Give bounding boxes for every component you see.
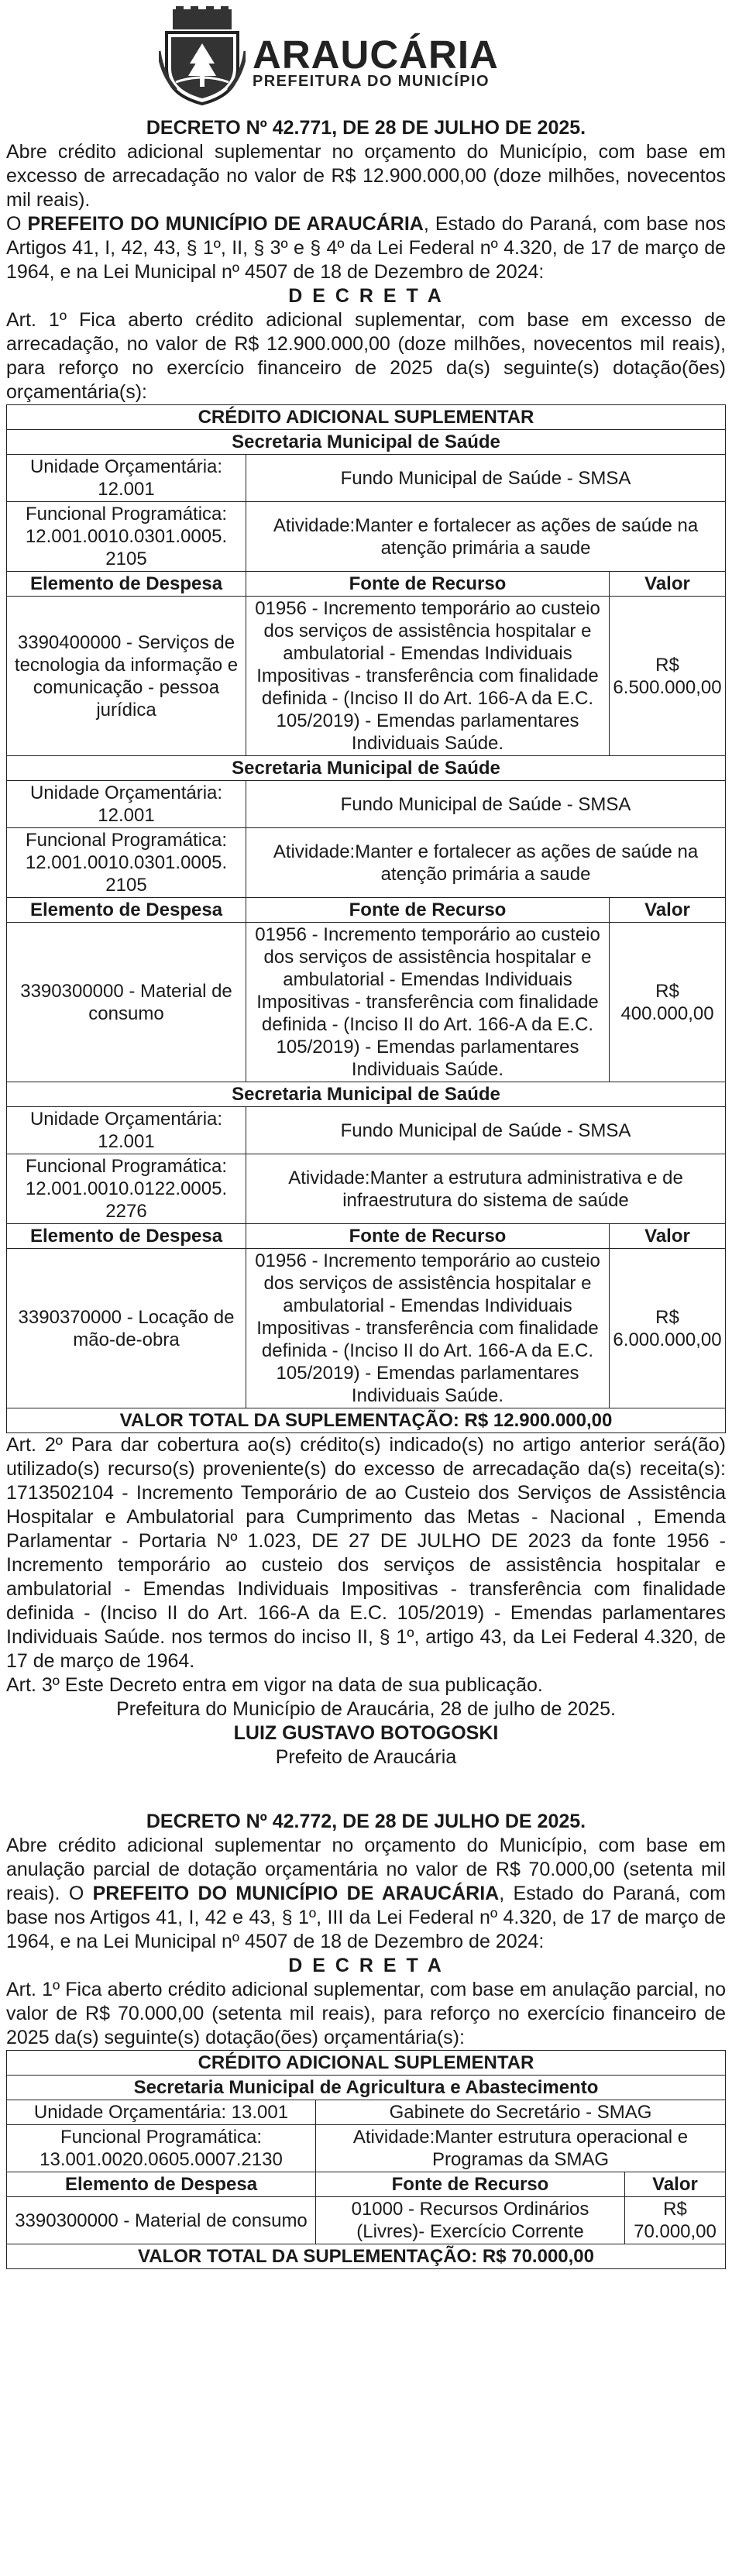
decree1-preamble: O PREFEITO DO MUNICÍPIO DE ARAUCÁRIA, Estado do Paraná, com base nos Artigos 41, I, 42, 43, § 1º, II, § 3º e § 4º da Lei Federal nº 4.320, de 17 de março de 1964, e na Lei Municipal nº 4507 de 18 de Dezembro de 2024: bbox=[6, 213, 726, 283]
fonte-cell: 01000 - Recursos Ordinários (Livres)- Exercício Corrente bbox=[316, 2197, 625, 2244]
table-row bbox=[7, 455, 726, 502]
table-header-row bbox=[7, 898, 726, 923]
fonte-cell: 01956 - Incremento temporário ao custeio dos serviços de assistência hospitalar e ambulatorial - Emendas Individuais Impositivas - transferência com finalidade definida - (Inciso II do Art. 166-A da E.C. 105/2019) - Emendas parlamentares Individuais Saúde. bbox=[246, 923, 610, 1082]
brand bbox=[253, 34, 499, 91]
header-elemento: Elemento de Despesa bbox=[7, 1224, 246, 1249]
table-row bbox=[7, 781, 726, 828]
table-row bbox=[7, 1249, 726, 1408]
secretaria-heading: Secretaria Municipal de Saúde bbox=[7, 430, 726, 455]
secretaria-heading: Secretaria Municipal de Saúde bbox=[7, 1082, 726, 1107]
valor-cell: R$ 6.000.000,00 bbox=[610, 1249, 726, 1408]
elemento-cell: 3390400000 - Serviços de tecnologia da informação e comunicação - pessoa jurídica bbox=[7, 597, 246, 756]
unidade-cell: Unidade Orçamentária: 12.001 bbox=[7, 455, 246, 502]
table-row bbox=[7, 2100, 726, 2125]
atividade-cell: Atividade:Manter a estrutura administrativa e de infraestrutura do sistema de saúde bbox=[246, 1154, 726, 1224]
valor-cell: R$ 400.000,00 bbox=[610, 923, 726, 1082]
unidade-name-cell: Fundo Municipal de Saúde - SMSA bbox=[246, 455, 726, 502]
decree2-art1: Art. 1º Fica aberto crédito adicional suplementar, com base em anulação parcial, no valor de R$ 70.000,00 (setenta mil reais), para reforço no exercício financeiro de 2025 da(s) seguinte(s) dotação(ões) orçamentária(s): bbox=[6, 1979, 726, 2048]
gazette-page bbox=[6, 0, 726, 2269]
unidade-cell: Unidade Orçamentária: 12.001 bbox=[7, 1107, 246, 1154]
atividade-cell: Atividade:Manter e fortalecer as ações de saúde na atenção primária a saude bbox=[246, 828, 726, 898]
unidade-name-cell: Fundo Municipal de Saúde - SMSA bbox=[246, 1107, 726, 1154]
funcional-cell: Funcional Programática: 13.001.0020.0605.0007.2130 bbox=[7, 2125, 316, 2172]
table-row bbox=[7, 597, 726, 756]
valor-cell: R$ 6.500.000,00 bbox=[610, 597, 726, 756]
decree1-place-date: Prefeitura do Município de Araucária, 28 de julho de 2025. bbox=[116, 1698, 616, 1720]
decree1-art2: Art. 2º Para dar cobertura ao(s) crédito(s) indicado(s) no artigo anterior será(ão) utilizado(s) recurso(s) proveniente(s) do excesso de arrecadação da(s) receita(s): 1713502104 - Incremento Temporário de ao Custeio dos Serviços de Assistência Hospitalar e Ambulatorial para Cumprimento das Metas - Nacional , Emenda Parlamentar - Portaria Nº 1.023, DE 27 DE JULHO DE 2023 da fonte 1956 - Incremento temporário ao custeio dos serviços de assistência hospitalar e ambulatorial - Emendas Individuais Impositivas - transferência com finalidade definida - (Inciso II do Art. 166-A da E.C. 105/2019) - Emendas parlamentares Individuais Saúde. nos termos do inciso II, § 1º, artigo 43, da Lei Federal 4.320, de 17 de março de 1964. bbox=[6, 1434, 726, 1672]
header-valor: Valor bbox=[610, 898, 726, 923]
elemento-cell: 3390300000 - Material de consumo bbox=[7, 2197, 316, 2244]
table-header-row bbox=[7, 2172, 726, 2197]
table-row bbox=[7, 923, 726, 1082]
header-fonte: Fonte de Recurso bbox=[316, 2172, 625, 2197]
unidade-cell: Unidade Orçamentária: 13.001 bbox=[7, 2100, 316, 2125]
funcional-cell: Funcional Programática: 12.001.0010.0301.0005. 2105 bbox=[7, 828, 246, 898]
table-row bbox=[7, 1154, 726, 1224]
fonte-cell: 01956 - Incremento temporário ao custeio dos serviços de assistência hospitalar e ambulatorial - Emendas Individuais Impositivas - transferência com finalidade definida - (Inciso II do Art. 166-A da E.C. 105/2019) - Emendas parlamentares Individuais Saúde. bbox=[246, 597, 610, 756]
table-row bbox=[7, 502, 726, 572]
secretaria-heading: Secretaria Municipal de Saúde bbox=[7, 756, 726, 781]
elemento-cell: 3390370000 - Locação de mão-de-obra bbox=[7, 1249, 246, 1408]
header-fonte: Fonte de Recurso bbox=[246, 1224, 610, 1249]
decree1-summary: Abre crédito adicional suplementar no orçamento do Município, com base em excesso de arrecadação no valor de R$ 12.900.000,00 (doze milhões, novecentos mil reais). bbox=[6, 141, 726, 211]
table-header-row bbox=[7, 1224, 726, 1249]
header-valor: Valor bbox=[610, 572, 726, 597]
city-crest-icon bbox=[159, 5, 246, 107]
unidade-name-cell: Gabinete do Secretário - SMAG bbox=[316, 2100, 726, 2125]
decree1-art3: Art. 3º Este Decreto entra em vigor na data de sua publicação. bbox=[6, 1674, 543, 1696]
header-valor: Valor bbox=[625, 2172, 726, 2197]
header-fonte: Fonte de Recurso bbox=[246, 572, 610, 597]
fonte-cell: 01956 - Incremento temporário ao custeio dos serviços de assistência hospitalar e ambulatorial - Emendas Individuais Impositivas - transferência com finalidade definida - (Inciso II do Art. 166-A da E.C. 105/2019) - Emendas parlamentares Individuais Saúde. bbox=[246, 1249, 610, 1408]
decree1-title: DECRETO Nº 42.771, DE 28 DE JULHO DE 2025. bbox=[146, 117, 586, 139]
decree2-title: DECRETO Nº 42.772, DE 28 DE JULHO DE 2025. bbox=[146, 1811, 586, 1832]
table-title: CRÉDITO ADICIONAL SUPLEMENTAR bbox=[7, 405, 726, 430]
table-row bbox=[7, 828, 726, 898]
decree2-credit-table bbox=[6, 2050, 726, 2269]
header-elemento: Elemento de Despesa bbox=[7, 572, 246, 597]
decree1-credit-table bbox=[6, 404, 726, 1433]
funcional-cell: Funcional Programática: 12.001.0010.0301.0005. 2105 bbox=[7, 502, 246, 572]
valor-cell: R$ 70.000,00 bbox=[625, 2197, 726, 2244]
table-header-row bbox=[7, 572, 726, 597]
decree1-decreta: D E C R E T A bbox=[288, 285, 444, 307]
header-elemento: Elemento de Despesa bbox=[7, 2172, 316, 2197]
header bbox=[6, 0, 726, 116]
elemento-cell: 3390300000 - Material de consumo bbox=[7, 923, 246, 1082]
brand-subtitle: PREFEITURA DO MUNICÍPIO bbox=[253, 73, 490, 90]
decree1-signer-role: Prefeito de Araucária bbox=[275, 1746, 457, 1768]
decree2-summary: Abre crédito adicional suplementar no orçamento do Município, com base em anulação parcial de dotação orçamentária no valor de R$ 70.000,00 (setenta mil reais). O PREFEITO DO MUNICÍPIO DE ARAUCÁRIA, Estado do Paraná, com base nos Artigos 41, I, 42 e 43, § 1º, III da Lei Federal nº 4.320, de 17 de março de 1964, e na Lei Municipal nº 4507 de 18 de Dezembro de 2024: bbox=[6, 1835, 726, 1952]
header-fonte: Fonte de Recurso bbox=[246, 898, 610, 923]
table-row bbox=[7, 2197, 726, 2244]
unidade-name-cell: Fundo Municipal de Saúde - SMSA bbox=[246, 781, 726, 828]
atividade-cell: Atividade:Manter estrutura operacional e Programas da SMAG bbox=[316, 2125, 726, 2172]
table-row bbox=[7, 2125, 726, 2172]
decree2-decreta: D E C R E T A bbox=[288, 1955, 444, 1976]
decree1-signer: LUIZ GUSTAVO BOTOGOSKI bbox=[233, 1722, 499, 1744]
table-row bbox=[7, 1107, 726, 1154]
table-title: CRÉDITO ADICIONAL SUPLEMENTAR bbox=[7, 2051, 726, 2076]
unidade-cell: Unidade Orçamentária: 12.001 bbox=[7, 781, 246, 828]
atividade-cell: Atividade:Manter e fortalecer as ações de saúde na atenção primária a saude bbox=[246, 502, 726, 572]
funcional-cell: Funcional Programática: 12.001.0010.0122.0005. 2276 bbox=[7, 1154, 246, 1224]
table-total: VALOR TOTAL DA SUPLEMENTAÇÃO: R$ 70.000,00 bbox=[7, 2244, 726, 2269]
header-elemento: Elemento de Despesa bbox=[7, 898, 246, 923]
header-valor: Valor bbox=[610, 1224, 726, 1249]
brand-name: ARAUCÁRIA bbox=[253, 33, 499, 77]
decree1-art1: Art. 1º Fica aberto crédito adicional suplementar, com base em excesso de arrecadação, no valor de R$ 12.900.000,00 (doze milhões, novecentos mil reais), para reforço no exercício financeiro de 2025 da(s) seguinte(s) dotação(ões) orçamentária(s): bbox=[6, 309, 726, 403]
table-total: VALOR TOTAL DA SUPLEMENTAÇÃO: R$ 12.900.000,00 bbox=[7, 1408, 726, 1433]
secretaria-heading: Secretaria Municipal de Agricultura e Abastecimento bbox=[7, 2076, 726, 2100]
